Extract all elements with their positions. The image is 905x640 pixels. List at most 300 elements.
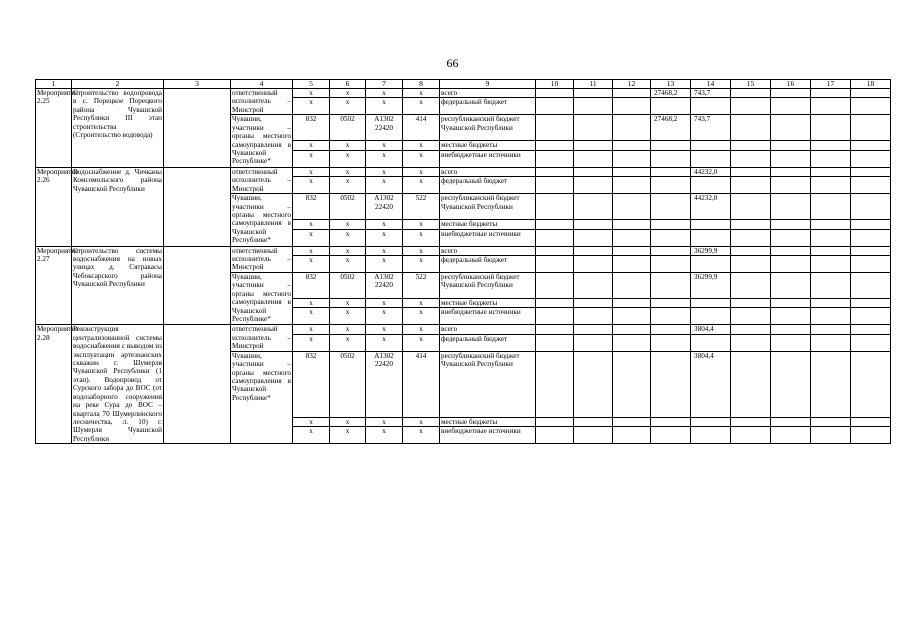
year-cell (613, 308, 651, 325)
vr-cell: x (403, 417, 440, 426)
source-cell: федеральный бюджет (440, 334, 536, 351)
table-row (36, 167, 891, 176)
year-cell (731, 177, 771, 194)
rzpr-cell: x (330, 167, 366, 176)
value-cell: 27468,2 (651, 115, 691, 141)
measure-name-cell: Реконструкция централизованной системы водоснабжения с выводом из эксплуатации артезианских скважин г. Шумерля Чувашской Республики (1 этап). Водопровод от Сурского забора до ВОС (от водозаборного сооружения на реке Сура до ВОС – квартала 70 Шумерлинского лесничества, л. 10) г. Шумерля Чувашской Республики (73, 325, 162, 443)
year-cell (574, 427, 613, 444)
year-cell (536, 427, 574, 444)
value-cell: 44232,0 (691, 194, 731, 220)
header-cell: 17 (811, 80, 851, 89)
rzpr-cell: x (330, 299, 366, 308)
value-cell (651, 194, 691, 220)
header-cell: 13 (651, 80, 691, 89)
year-cell (771, 98, 811, 115)
year-cell (613, 417, 651, 426)
value-cell (691, 229, 731, 246)
rzpr-cell: 0502 (330, 115, 366, 141)
header-cell: 12 (613, 80, 651, 89)
grbs-cell: x (293, 220, 330, 229)
year-cell (613, 351, 651, 417)
year-cell (536, 141, 574, 150)
grbs-cell: 832 (293, 273, 330, 299)
rzpr-cell: x (330, 246, 366, 255)
value-cell: 27468,2 (651, 89, 691, 98)
header-cell: 16 (771, 80, 811, 89)
year-cell (811, 417, 851, 426)
header-cell: 11 (574, 80, 613, 89)
vr-cell: x (403, 167, 440, 176)
year-cell (811, 220, 851, 229)
year-cell (811, 98, 851, 115)
year-cell (811, 246, 851, 255)
rzpr-cell: x (330, 334, 366, 351)
year-cell (574, 141, 613, 150)
source-cell: республиканский бюджет Чувашской Республики (440, 351, 536, 417)
year-cell (613, 299, 651, 308)
year-cell (574, 417, 613, 426)
value-cell (651, 141, 691, 150)
year-cell (771, 417, 811, 426)
year-cell (731, 167, 771, 176)
csr-cell: x (366, 246, 403, 255)
year-cell (574, 167, 613, 176)
grbs-cell: x (293, 325, 330, 334)
year-cell (613, 167, 651, 176)
year-cell (731, 220, 771, 229)
year-cell (574, 325, 613, 334)
csr-cell: x (366, 325, 403, 334)
header-cell: 7 (366, 80, 403, 89)
value-cell (651, 273, 691, 299)
source-cell: внебюджетные источники (440, 150, 536, 167)
participants-cell: Чувашии, участники – органы местного самоуправления в Чувашской Республике* (232, 115, 291, 166)
year-cell (851, 141, 891, 150)
header-cell: 5 (293, 80, 330, 89)
value-cell (651, 229, 691, 246)
value-cell (651, 177, 691, 194)
value-cell (651, 308, 691, 325)
year-cell (811, 256, 851, 273)
csr-cell: x (366, 427, 403, 444)
year-cell (731, 334, 771, 351)
value-cell (691, 141, 731, 150)
value-cell (651, 299, 691, 308)
year-cell (574, 308, 613, 325)
year-cell (851, 246, 891, 255)
year-cell (811, 167, 851, 176)
rzpr-cell: x (330, 325, 366, 334)
year-cell (574, 229, 613, 246)
year-cell (613, 115, 651, 141)
rzpr-cell: x (330, 256, 366, 273)
year-cell (613, 220, 651, 229)
year-cell (613, 273, 651, 299)
year-cell (613, 256, 651, 273)
source-cell: всего (440, 246, 536, 255)
source-cell: всего (440, 89, 536, 98)
header-cell: 1 (36, 80, 72, 89)
year-cell (613, 150, 651, 167)
header-cell: 8 (403, 80, 440, 89)
year-cell (574, 115, 613, 141)
year-cell (851, 229, 891, 246)
vr-cell: x (403, 98, 440, 115)
grbs-cell: x (293, 229, 330, 246)
measure-name-cell: Строительство системы водоснабжения на новых улицах д. Сятракасы Чебоксарского района Чувашской Республики (72, 246, 164, 325)
year-cell (811, 299, 851, 308)
year-cell (851, 150, 891, 167)
year-cell (851, 89, 891, 98)
vr-cell: x (403, 229, 440, 246)
value-cell (691, 98, 731, 115)
blank-cell (164, 325, 231, 444)
source-cell: республиканский бюджет Чувашской Республики (440, 273, 536, 299)
year-cell (811, 351, 851, 417)
participants-cell: Чувашии, участники – органы местного самоуправления в Чувашской Республике* (232, 194, 291, 245)
year-cell (731, 194, 771, 220)
value-cell: 743,7 (691, 115, 731, 141)
vr-cell: x (403, 427, 440, 444)
year-cell (771, 299, 811, 308)
participants-cell: Чувашии, участники – органы местного самоуправления в Чувашской Республике* (231, 351, 293, 443)
year-cell (613, 325, 651, 334)
vr-cell: x (403, 141, 440, 150)
participants-cell: Чувашии, участники – органы местного самоуправления в Чувашской Республике* (232, 273, 291, 324)
year-cell (771, 115, 811, 141)
responsible-cell: ответственный исполнитель – Минстрой (232, 167, 291, 193)
source-cell: всего (440, 325, 536, 334)
header-cell: 4 (231, 80, 293, 89)
table-row (36, 246, 891, 255)
source-cell: местные бюджеты (440, 299, 536, 308)
blank-cell (164, 89, 231, 168)
vr-cell: x (403, 256, 440, 273)
year-cell (574, 89, 613, 98)
year-cell (851, 351, 891, 417)
year-cell (574, 299, 613, 308)
year-cell (536, 417, 574, 426)
year-cell (811, 150, 851, 167)
year-cell (731, 246, 771, 255)
value-cell (651, 325, 691, 334)
source-cell: республиканский бюджет Чувашской Республики (440, 115, 536, 141)
grbs-cell: x (293, 427, 330, 444)
year-cell (574, 334, 613, 351)
measure-id-cell: Мероприятие 2.27 (36, 246, 72, 325)
rzpr-cell: x (330, 417, 366, 426)
grbs-cell: 832 (293, 351, 330, 417)
rzpr-cell: x (330, 229, 366, 246)
responsible-cell: ответственный исполнитель – Минстрой (232, 325, 291, 351)
year-cell (536, 115, 574, 141)
year-cell (536, 89, 574, 98)
year-cell (536, 325, 574, 334)
vr-cell: x (403, 299, 440, 308)
source-cell: внебюджетные источники (440, 427, 536, 444)
year-cell (771, 256, 811, 273)
year-cell (574, 246, 613, 255)
responsible-cell: ответственный исполнитель – Минстрой (232, 89, 291, 114)
value-cell: 3804,4 (691, 325, 731, 334)
header-cell: 9 (440, 80, 536, 89)
year-cell (811, 229, 851, 246)
year-cell (771, 308, 811, 325)
measure-name-cell: Строительство водопровода в с. Порецкое Порецкого района Чувашской Республики III этап строительства (Строительство водовода) (72, 89, 164, 168)
year-cell (536, 299, 574, 308)
year-cell (771, 325, 811, 334)
year-cell (613, 229, 651, 246)
year-cell (613, 141, 651, 150)
grbs-cell: x (293, 141, 330, 150)
year-cell (731, 150, 771, 167)
csr-cell: x (366, 167, 403, 176)
rzpr-cell: x (330, 177, 366, 194)
source-cell: местные бюджеты (440, 417, 536, 426)
grbs-cell: x (293, 299, 330, 308)
year-cell (771, 150, 811, 167)
year-cell (731, 256, 771, 273)
year-cell (811, 427, 851, 444)
rzpr-cell: x (330, 150, 366, 167)
csr-cell: x (366, 89, 403, 98)
vr-cell: x (403, 334, 440, 351)
year-cell (536, 256, 574, 273)
year-cell (574, 351, 613, 417)
year-cell (574, 220, 613, 229)
year-cell (851, 167, 891, 176)
grbs-cell: x (293, 308, 330, 325)
year-cell (731, 308, 771, 325)
header-row (36, 80, 891, 89)
year-cell (771, 167, 811, 176)
rzpr-cell: x (330, 308, 366, 325)
year-cell (851, 273, 891, 299)
csr-cell: А1302 22420 (366, 351, 403, 417)
csr-cell: x (366, 220, 403, 229)
value-cell (691, 150, 731, 167)
year-cell (811, 273, 851, 299)
value-cell (691, 334, 731, 351)
year-cell (811, 141, 851, 150)
year-cell (613, 334, 651, 351)
year-cell (851, 417, 891, 426)
year-cell (771, 246, 811, 255)
source-cell: федеральный бюджет (440, 98, 536, 115)
year-cell (574, 194, 613, 220)
year-cell (536, 229, 574, 246)
year-cell (613, 177, 651, 194)
source-cell: всего (440, 167, 536, 176)
year-cell (574, 256, 613, 273)
year-cell (731, 325, 771, 334)
measure-id-cell: Мероприятие 2.26 (36, 167, 72, 246)
year-cell (536, 334, 574, 351)
year-cell (731, 417, 771, 426)
responsible-cell: ответственный исполнитель – Минстрой (232, 246, 291, 272)
rzpr-cell: x (330, 89, 366, 98)
year-cell (811, 194, 851, 220)
year-cell (574, 98, 613, 115)
value-cell: 44232,0 (691, 167, 731, 176)
csr-cell: А1302 22420 (366, 194, 403, 220)
value-cell (651, 351, 691, 417)
value-cell (651, 98, 691, 115)
year-cell (731, 229, 771, 246)
year-cell (613, 98, 651, 115)
vr-cell: 414 (403, 115, 440, 141)
rzpr-cell: 0502 (330, 351, 366, 417)
year-cell (613, 427, 651, 444)
vr-cell: x (403, 177, 440, 194)
vr-cell: 522 (403, 194, 440, 220)
rzpr-cell: x (330, 98, 366, 115)
vr-cell: x (403, 308, 440, 325)
year-cell (851, 334, 891, 351)
header-cell: 14 (691, 80, 731, 89)
grbs-cell: 832 (293, 115, 330, 141)
year-cell (536, 308, 574, 325)
header-cell: 2 (72, 80, 164, 89)
year-cell (771, 194, 811, 220)
year-cell (574, 273, 613, 299)
value-cell: 36299,9 (691, 273, 731, 299)
year-cell (574, 177, 613, 194)
year-cell (771, 89, 811, 98)
vr-cell: 522 (403, 273, 440, 299)
table-row (36, 325, 891, 334)
year-cell (811, 89, 851, 98)
rzpr-cell: x (330, 141, 366, 150)
year-cell (731, 115, 771, 141)
value-cell (691, 299, 731, 308)
year-cell (536, 273, 574, 299)
value-cell (651, 167, 691, 176)
year-cell (731, 89, 771, 98)
value-cell (651, 246, 691, 255)
header-cell: 18 (851, 80, 891, 89)
source-cell: местные бюджеты (440, 141, 536, 150)
csr-cell: А1302 22420 (366, 115, 403, 141)
year-cell (536, 177, 574, 194)
csr-cell: x (366, 229, 403, 246)
value-cell (691, 417, 731, 426)
year-cell (613, 246, 651, 255)
year-cell (811, 177, 851, 194)
vr-cell: x (403, 246, 440, 255)
vr-cell: x (403, 89, 440, 98)
vr-cell: x (403, 220, 440, 229)
year-cell (771, 229, 811, 246)
year-cell (771, 273, 811, 299)
year-cell (851, 177, 891, 194)
grbs-cell: x (293, 246, 330, 255)
year-cell (536, 150, 574, 167)
grbs-cell: x (293, 334, 330, 351)
header-cell: 10 (536, 80, 574, 89)
grbs-cell: 832 (293, 194, 330, 220)
value-cell (651, 220, 691, 229)
measure-id-cell: Мероприятие 2.25 (36, 89, 72, 168)
csr-cell: А1302 22420 (366, 273, 403, 299)
grbs-cell: x (293, 177, 330, 194)
year-cell (851, 115, 891, 141)
table-row (36, 89, 891, 98)
year-cell (731, 427, 771, 444)
year-cell (536, 351, 574, 417)
grbs-cell: x (293, 150, 330, 167)
year-cell (731, 299, 771, 308)
year-cell (613, 194, 651, 220)
vr-cell: x (403, 150, 440, 167)
value-cell (651, 150, 691, 167)
value-cell (691, 427, 731, 444)
year-cell (536, 98, 574, 115)
header-cell: 6 (330, 80, 366, 89)
value-cell (651, 256, 691, 273)
value-cell (651, 427, 691, 444)
year-cell (851, 299, 891, 308)
year-cell (731, 141, 771, 150)
year-cell (851, 427, 891, 444)
value-cell (651, 334, 691, 351)
csr-cell: x (366, 150, 403, 167)
year-cell (771, 427, 811, 444)
year-cell (771, 334, 811, 351)
value-cell: 3804,4 (691, 351, 731, 417)
year-cell (851, 220, 891, 229)
rzpr-cell: x (330, 220, 366, 229)
source-cell: местные бюджеты (440, 220, 536, 229)
measure-name-cell: Водоснабжение д. Чичканы Комсомольского района Чувашской Республики (72, 167, 164, 246)
year-cell (731, 351, 771, 417)
year-cell (536, 194, 574, 220)
year-cell (731, 273, 771, 299)
grbs-cell: x (293, 256, 330, 273)
value-cell: 36299,9 (691, 246, 731, 255)
year-cell (771, 351, 811, 417)
grbs-cell: x (293, 417, 330, 426)
value-cell (691, 220, 731, 229)
year-cell (771, 220, 811, 229)
year-cell (851, 98, 891, 115)
budget-table (35, 79, 891, 444)
year-cell (851, 194, 891, 220)
header-cell: 3 (164, 80, 231, 89)
csr-cell: x (366, 177, 403, 194)
vr-cell: 414 (403, 351, 440, 417)
rzpr-cell: 0502 (330, 194, 366, 220)
csr-cell: x (366, 256, 403, 273)
grbs-cell: x (293, 98, 330, 115)
year-cell (851, 325, 891, 334)
csr-cell: x (366, 417, 403, 426)
year-cell (536, 246, 574, 255)
source-cell: федеральный бюджет (440, 177, 536, 194)
csr-cell: x (366, 98, 403, 115)
source-cell: федеральный бюджет (440, 256, 536, 273)
csr-cell: x (366, 308, 403, 325)
year-cell (613, 89, 651, 98)
value-cell (691, 256, 731, 273)
year-cell (811, 325, 851, 334)
value-cell (691, 177, 731, 194)
blank-cell (164, 246, 231, 325)
year-cell (811, 334, 851, 351)
value-cell: 743,7 (691, 89, 731, 98)
value-cell (651, 417, 691, 426)
year-cell (536, 167, 574, 176)
